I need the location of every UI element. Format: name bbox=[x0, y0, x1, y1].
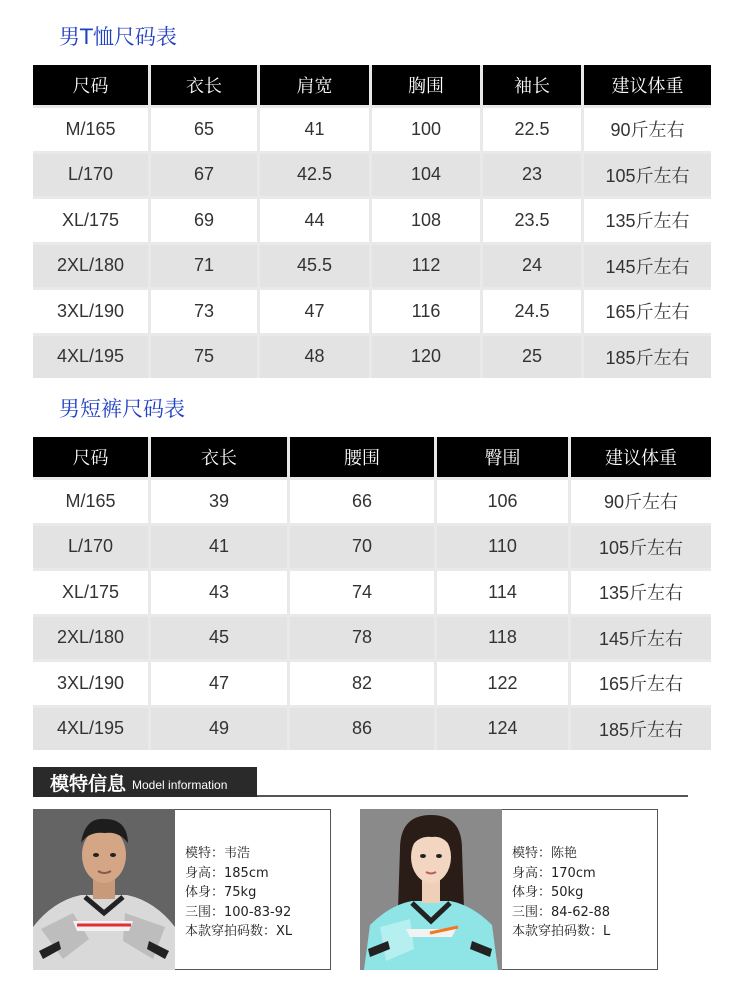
table-cell: 105斤左右 bbox=[584, 154, 711, 197]
female-model-info bbox=[512, 844, 610, 942]
column-header: 袖长 bbox=[483, 65, 584, 105]
table-cell: 71 bbox=[151, 245, 260, 288]
table-row bbox=[33, 523, 711, 569]
table-cell: 24 bbox=[483, 245, 584, 288]
table-cell: 74 bbox=[290, 571, 437, 614]
table-row bbox=[33, 705, 711, 751]
tshirt-size-table bbox=[33, 65, 711, 372]
table-row bbox=[33, 196, 711, 242]
table-cell: 66 bbox=[290, 480, 437, 523]
table-cell: 42.5 bbox=[260, 154, 372, 197]
table-cell: 135斤左右 bbox=[571, 571, 711, 614]
model-name: 模特：韦浩 bbox=[185, 846, 251, 861]
table-cell: 3XL/190 bbox=[33, 662, 151, 705]
table-cell: 112 bbox=[372, 245, 483, 288]
column-header: 衣长 bbox=[151, 65, 260, 105]
table-cell: 116 bbox=[372, 290, 483, 333]
table-cell: 145斤左右 bbox=[571, 617, 711, 660]
table-cell: 145斤左右 bbox=[584, 245, 711, 288]
column-header: 肩宽 bbox=[260, 65, 372, 105]
table-cell: 65 bbox=[151, 108, 260, 151]
model-info-header bbox=[33, 767, 688, 797]
table-cell: 24.5 bbox=[483, 290, 584, 333]
table-cell: L/170 bbox=[33, 526, 151, 569]
table-cell: 104 bbox=[372, 154, 483, 197]
table-cell: XL/175 bbox=[33, 199, 151, 242]
column-header: 尺码 bbox=[33, 437, 151, 477]
shorts-size-table bbox=[33, 437, 711, 746]
table-cell: 69 bbox=[151, 199, 260, 242]
table-cell: 3XL/190 bbox=[33, 290, 151, 333]
female-model-photo bbox=[360, 809, 502, 970]
table-header-row bbox=[33, 65, 711, 105]
table-cell: 106 bbox=[437, 480, 571, 523]
table-cell: 4XL/195 bbox=[33, 336, 151, 379]
table-cell: 47 bbox=[151, 662, 290, 705]
table-cell: 185斤左右 bbox=[571, 708, 711, 751]
divider-line bbox=[257, 795, 688, 797]
table-cell: 39 bbox=[151, 480, 290, 523]
model-weight: 体身：50kg bbox=[512, 885, 584, 900]
table-cell: 90斤左右 bbox=[584, 108, 711, 151]
shorts-table-title: 男短裤尺码表 bbox=[59, 397, 185, 421]
column-header: 衣长 bbox=[151, 437, 290, 477]
table-cell: 48 bbox=[260, 336, 372, 379]
table-cell: 122 bbox=[437, 662, 571, 705]
model-weight: 体身：75kg bbox=[185, 885, 257, 900]
table-cell: 73 bbox=[151, 290, 260, 333]
table-row bbox=[33, 287, 711, 333]
table-cell: 135斤左右 bbox=[584, 199, 711, 242]
table-cell: 2XL/180 bbox=[33, 617, 151, 660]
table-cell: 90斤左右 bbox=[571, 480, 711, 523]
table-cell: M/165 bbox=[33, 108, 151, 151]
table-cell: 86 bbox=[290, 708, 437, 751]
table-cell: L/170 bbox=[33, 154, 151, 197]
model-height: 身高：170cm bbox=[512, 865, 596, 881]
table-cell: 105斤左右 bbox=[571, 526, 711, 569]
male-model-photo bbox=[33, 809, 175, 970]
table-cell: 165斤左右 bbox=[584, 290, 711, 333]
table-cell: 185斤左右 bbox=[584, 336, 711, 379]
column-header: 建议体重 bbox=[584, 65, 711, 105]
model-name: 模特：陈艳 bbox=[512, 846, 578, 861]
table-cell: 25 bbox=[483, 336, 584, 379]
table-row bbox=[33, 568, 711, 614]
model-info-tag bbox=[33, 767, 257, 797]
model-measurements: 三围：100-83-92 bbox=[185, 904, 292, 920]
table-row bbox=[33, 333, 711, 379]
table-row bbox=[33, 477, 711, 523]
male-model-info bbox=[185, 844, 292, 942]
table-row bbox=[33, 659, 711, 705]
table-cell: 43 bbox=[151, 571, 290, 614]
table-cell: 2XL/180 bbox=[33, 245, 151, 288]
table-cell: 47 bbox=[260, 290, 372, 333]
table-cell: 120 bbox=[372, 336, 483, 379]
table-cell: 70 bbox=[290, 526, 437, 569]
model-card-male bbox=[33, 809, 331, 970]
table-cell: 165斤左右 bbox=[571, 662, 711, 705]
table-cell: 67 bbox=[151, 154, 260, 197]
column-header: 臀围 bbox=[437, 437, 571, 477]
table-cell: 23 bbox=[483, 154, 584, 197]
table-cell: M/165 bbox=[33, 480, 151, 523]
table-cell: 118 bbox=[437, 617, 571, 660]
table-row bbox=[33, 614, 711, 660]
table-cell: 78 bbox=[290, 617, 437, 660]
table-cell: 114 bbox=[437, 571, 571, 614]
table-cell: 41 bbox=[151, 526, 290, 569]
table-cell: 4XL/195 bbox=[33, 708, 151, 751]
model-card-female bbox=[360, 809, 658, 970]
table-cell: 100 bbox=[372, 108, 483, 151]
model-info-title: 模特信息 bbox=[50, 772, 127, 795]
column-header: 建议体重 bbox=[571, 437, 711, 477]
table-cell: 22.5 bbox=[483, 108, 584, 151]
column-header: 胸围 bbox=[372, 65, 483, 105]
table-cell: 41 bbox=[260, 108, 372, 151]
table-row bbox=[33, 242, 711, 288]
table-cell: 23.5 bbox=[483, 199, 584, 242]
model-height: 身高：185cm bbox=[185, 865, 269, 881]
model-measurements: 三围：84-62-88 bbox=[512, 904, 611, 920]
table-row bbox=[33, 151, 711, 197]
table-cell: 45.5 bbox=[260, 245, 372, 288]
column-header: 腰围 bbox=[290, 437, 437, 477]
table-cell: 44 bbox=[260, 199, 372, 242]
table-cell: 45 bbox=[151, 617, 290, 660]
table-cell: 110 bbox=[437, 526, 571, 569]
column-header: 尺码 bbox=[33, 65, 151, 105]
model-size-worn: 本款穿拍码数：L bbox=[512, 924, 611, 939]
tshirt-table-title: 男T恤尺码表 bbox=[59, 25, 177, 49]
table-row bbox=[33, 105, 711, 151]
model-size-worn: 本款穿拍码数：XL bbox=[185, 924, 293, 939]
table-header-row bbox=[33, 437, 711, 477]
table-cell: XL/175 bbox=[33, 571, 151, 614]
model-info-subtitle: Model information bbox=[132, 777, 228, 792]
table-cell: 49 bbox=[151, 708, 290, 751]
table-cell: 82 bbox=[290, 662, 437, 705]
table-cell: 124 bbox=[437, 708, 571, 751]
table-cell: 108 bbox=[372, 199, 483, 242]
table-cell: 75 bbox=[151, 336, 260, 379]
